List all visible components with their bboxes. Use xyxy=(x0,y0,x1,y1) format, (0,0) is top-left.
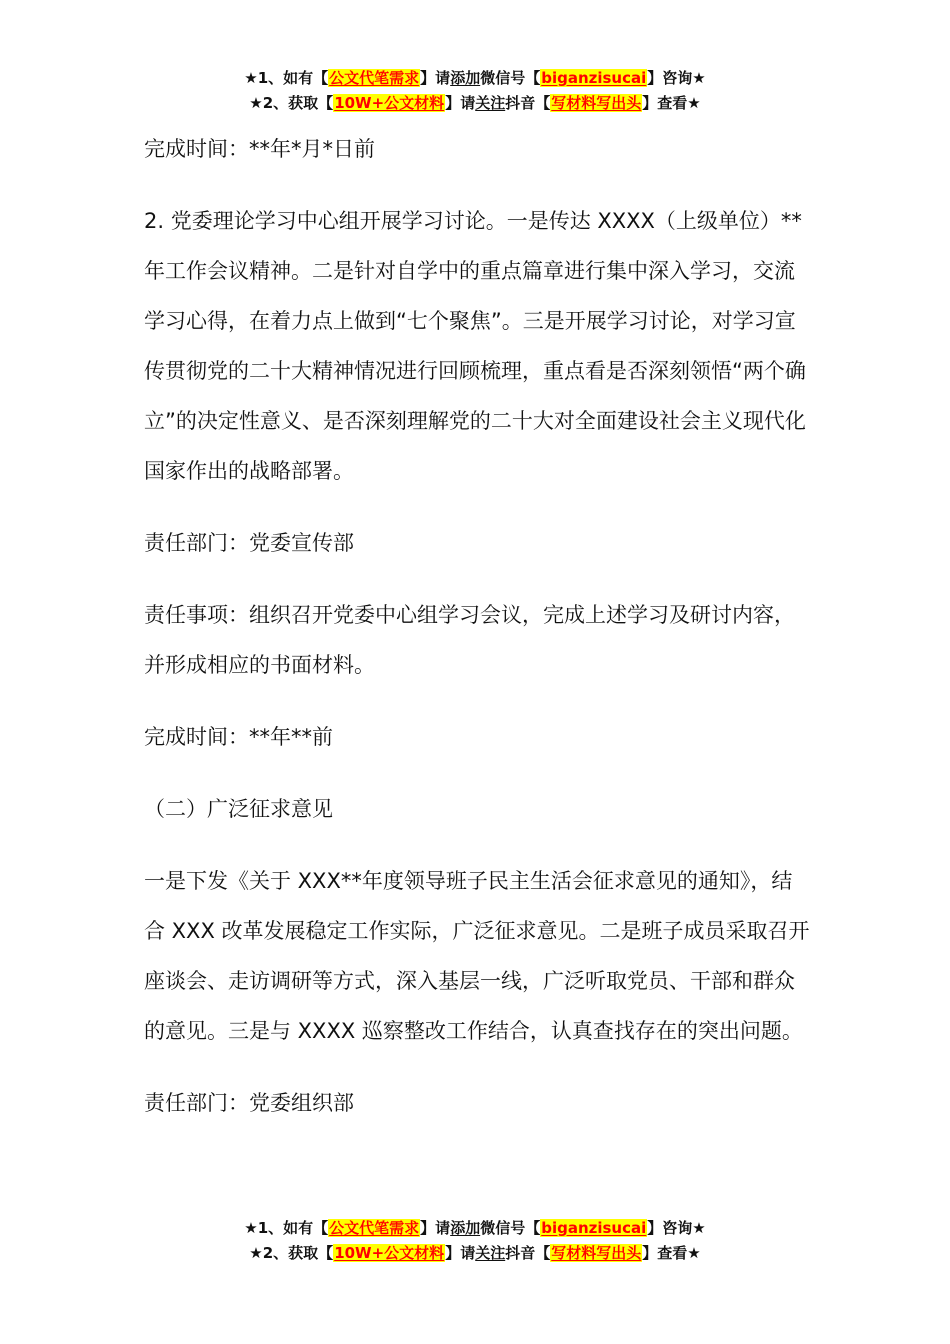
footer-banner xyxy=(0,1216,950,1266)
responsible-department: 责任部门：党委宣传部 xyxy=(144,531,354,555)
responsible-matter: 责任事项：组织召开党委中心组学习会议，完成上述学习及研讨内容，并形成相应的书面材料。 xyxy=(144,603,795,677)
document-body xyxy=(144,124,810,1150)
study-discussion-paragraph: 2. 党委理论学习中心组开展学习讨论。一是传达 XXXX（上级单位）**年工作会议精神。二是针对自学中的重点篇章进行集中深入学习，交流学习心得，在着力点上做到“七个聚焦”。三是开展学习讨论，对学习宣传贯彻党的二十大精神情况进行回顾梳理，重点看是否深刻领悟“两个确立”的决定性意义、是否深刻理解党的二十大对全面建设社会主义现代化国家作出的战略部署。 xyxy=(144,209,806,483)
banner-line-2: ★2、获取【10W+公文材料】请关注抖音【写材料写出头】查看★ xyxy=(249,1244,701,1262)
banner-highlight: 10W+公文材料 xyxy=(334,1244,445,1262)
completion-time: 完成时间：**年*月*日前 xyxy=(144,137,375,161)
banner-highlight: 公文代笔需求 xyxy=(329,1219,420,1237)
banner-line-1: ★1、如有【公文代笔需求】请添加微信号【biganzisucai】咨询★ xyxy=(244,1219,706,1237)
banner-highlight: 写材料写出头 xyxy=(551,94,642,112)
completion-time: 完成时间：**年**前 xyxy=(144,725,333,749)
section-heading: （二）广泛征求意见 xyxy=(144,797,333,821)
banner-highlight: 写材料写出头 xyxy=(551,1244,642,1262)
banner-line-2: ★2、获取【10W+公文材料】请关注抖音【写材料写出头】查看★ xyxy=(249,94,701,112)
banner-line-1: ★1、如有【公文代笔需求】请添加微信号【biganzisucai】咨询★ xyxy=(244,69,706,87)
opinion-collection-paragraph: 一是下发《关于 XXX**年度领导班子民主生活会征求意见的通知》，结合 XXX 改革发展稳定工作实际，广泛征求意见。二是班子成员采取召开座谈会、走访调研等方式，深入基层一线，广泛听取党员、干部和群众的意见。三是与 XXXX 巡察整改工作结合，认真查找存在的突出问题。 xyxy=(144,869,810,1043)
banner-highlight: 公文代笔需求 xyxy=(329,69,420,87)
header-banner xyxy=(0,66,950,116)
responsible-department: 责任部门：党委组织部 xyxy=(144,1091,354,1115)
banner-highlight: 10W+公文材料 xyxy=(334,94,445,112)
banner-highlight: biganzisucai xyxy=(541,1219,647,1237)
banner-highlight: biganzisucai xyxy=(541,69,647,87)
